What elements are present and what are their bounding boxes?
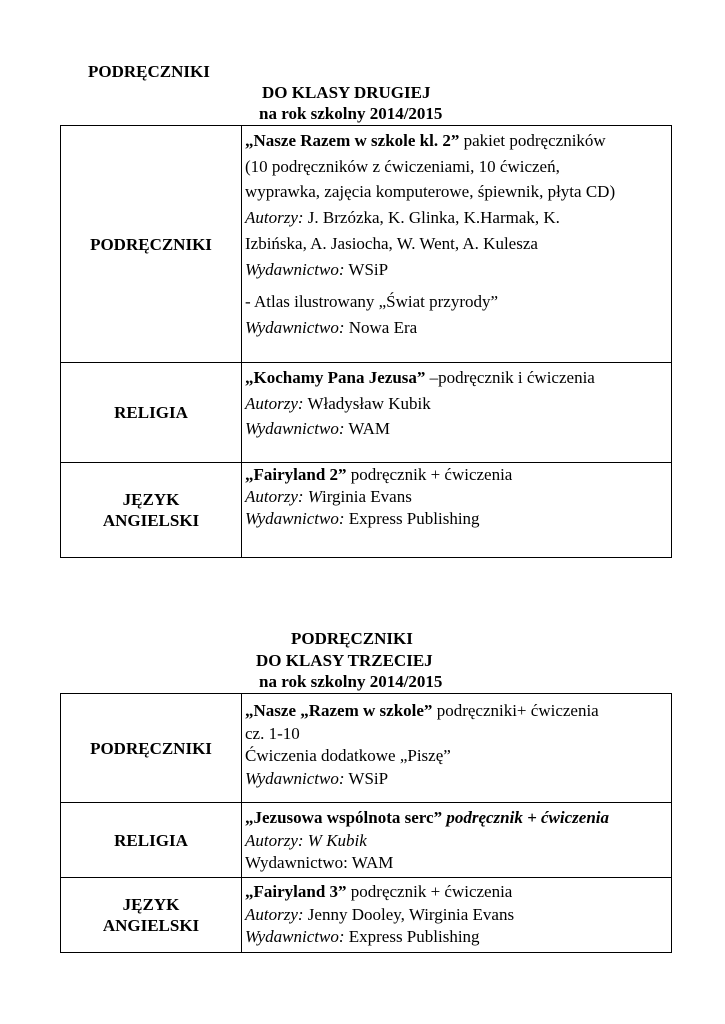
extra-exercises-line: Ćwiczenia dodatkowe „Piszę” bbox=[245, 746, 451, 765]
subject-cell bbox=[61, 126, 242, 363]
publisher-line bbox=[245, 926, 671, 949]
subject-label: ANGIELSKI bbox=[102, 511, 200, 530]
section1-title: PODRĘCZNIKI bbox=[88, 62, 210, 81]
book-title-line bbox=[245, 464, 671, 486]
section1-subtitle: DO KLASY DRUGIEJ bbox=[262, 83, 431, 102]
content-cell bbox=[242, 878, 672, 953]
publisher-line bbox=[245, 508, 671, 530]
table-row bbox=[61, 694, 672, 803]
book-description: podręcznik + ćwiczenia bbox=[442, 808, 610, 827]
publisher-line bbox=[245, 257, 671, 283]
publisher-label: Wydawnictwo: bbox=[245, 259, 345, 279]
authors-value: Jenny Dooley, Wirginia Evans bbox=[303, 904, 515, 924]
publisher-value: WSiP bbox=[344, 768, 389, 788]
book-description: podręczniki+ ćwiczenia bbox=[432, 701, 599, 720]
authors-value: irginia Evans bbox=[321, 487, 412, 506]
publisher-value: Express Publishing bbox=[344, 509, 480, 528]
authors-label: Autorzy: bbox=[245, 904, 304, 924]
authors-line: Autorzy: W Kubik bbox=[245, 830, 367, 850]
table-row bbox=[61, 803, 672, 878]
textbooks-table-grade3 bbox=[60, 693, 672, 953]
book-title: „Nasze Razem w szkole kl. 2” bbox=[245, 131, 460, 150]
subject-cell bbox=[61, 694, 242, 803]
subject-label: PODRĘCZNIKI bbox=[90, 234, 212, 254]
subject-label: JĘZYK bbox=[122, 490, 180, 509]
book-title: „Nasze „Razem w szkole” bbox=[245, 701, 433, 720]
publisher-label: Wydawnictwo: bbox=[245, 509, 345, 528]
publisher-label: Wydawnictwo: bbox=[245, 927, 345, 946]
authors-line bbox=[245, 391, 671, 417]
section2-title: PODRĘCZNIKI bbox=[291, 629, 413, 648]
content-cell bbox=[242, 803, 672, 878]
subject-label: PODRĘCZNIKI bbox=[90, 738, 212, 758]
content-cell bbox=[242, 363, 672, 463]
content-cell bbox=[242, 126, 672, 363]
authors-label: Autorzy: W bbox=[245, 487, 322, 506]
authors-value: Władysław Kubik bbox=[303, 393, 431, 413]
table-row bbox=[61, 363, 672, 463]
authors-line bbox=[245, 904, 671, 927]
textbooks-table-grade2 bbox=[60, 125, 672, 558]
book-title: „Jezusowa wspólnota serc” bbox=[245, 808, 443, 827]
section2-year: na rok szkolny 2014/2015 bbox=[259, 672, 443, 691]
book-description: pakiet podręczników bbox=[459, 131, 606, 150]
publisher-label: Wydawnictwo: bbox=[245, 853, 348, 872]
book-description: podręcznik + ćwiczenia bbox=[346, 882, 513, 901]
subject-cell bbox=[61, 878, 242, 953]
book-title-line bbox=[245, 128, 671, 154]
authors-value: J. Brzózka, K. Glinka, K.Harmak, K. bbox=[303, 208, 560, 228]
package-line: (10 podręczników z ćwiczeniami, 10 ćwiczeń, bbox=[245, 156, 560, 176]
publisher-line bbox=[245, 852, 671, 875]
subject-label: JĘZYK bbox=[122, 895, 180, 914]
parts-line: cz. 1-10 bbox=[245, 723, 300, 743]
section1-year: na rok szkolny 2014/2015 bbox=[259, 104, 443, 123]
section2-subtitle: DO KLASY TRZECIEJ bbox=[256, 651, 433, 670]
book-description: podręcznik + ćwiczenia bbox=[346, 465, 513, 484]
publisher-value: WSiP bbox=[344, 259, 389, 279]
subject-cell bbox=[61, 803, 242, 878]
table-row bbox=[61, 878, 672, 953]
authors-line bbox=[245, 205, 671, 231]
content-cell bbox=[242, 463, 672, 558]
table-row bbox=[61, 126, 672, 363]
subject-cell bbox=[61, 463, 242, 558]
subject-label: ANGIELSKI bbox=[102, 916, 200, 935]
subject-cell bbox=[61, 363, 242, 463]
publisher-label: Wydawnictwo: bbox=[245, 317, 345, 337]
publisher-value: WAM bbox=[344, 419, 390, 439]
authors-label: Autorzy: bbox=[245, 208, 304, 228]
book-title: „Kochamy Pana Jezusa” bbox=[245, 368, 426, 387]
publisher-line bbox=[245, 416, 671, 442]
book-title-line bbox=[245, 700, 671, 723]
authors-label: Autorzy: bbox=[245, 393, 304, 413]
publisher-line bbox=[245, 315, 671, 341]
package-line: wyprawka, zajęcia komputerowe, śpiewnik, płyta CD) bbox=[245, 182, 616, 202]
subject-label: RELIGIA bbox=[114, 403, 188, 422]
publisher-value: Express Publishing bbox=[344, 927, 480, 946]
publisher-label: Wydawnictwo: bbox=[245, 419, 345, 439]
book-title-line bbox=[245, 881, 671, 904]
book-title-line bbox=[245, 807, 671, 830]
publisher-value: Nowa Era bbox=[344, 317, 418, 337]
book-title: „Fairyland 3” bbox=[245, 882, 347, 901]
subject-label: RELIGIA bbox=[114, 830, 188, 850]
authors-line bbox=[245, 486, 671, 508]
authors-value: Izbińska, A. Jasiocha, W. Went, A. Kulesza bbox=[245, 233, 538, 253]
content-cell bbox=[242, 694, 672, 803]
publisher-line bbox=[245, 768, 671, 791]
book-description: –podręcznik i ćwiczenia bbox=[425, 368, 595, 387]
book-title-line bbox=[245, 365, 671, 391]
publisher-value: WAM bbox=[347, 853, 394, 872]
table-row bbox=[61, 463, 672, 558]
book-title: „Fairyland 2” bbox=[245, 465, 347, 484]
publisher-label: Wydawnictwo: bbox=[245, 768, 345, 788]
atlas-line: - Atlas ilustrowany „Świat przyrody” bbox=[245, 292, 499, 312]
